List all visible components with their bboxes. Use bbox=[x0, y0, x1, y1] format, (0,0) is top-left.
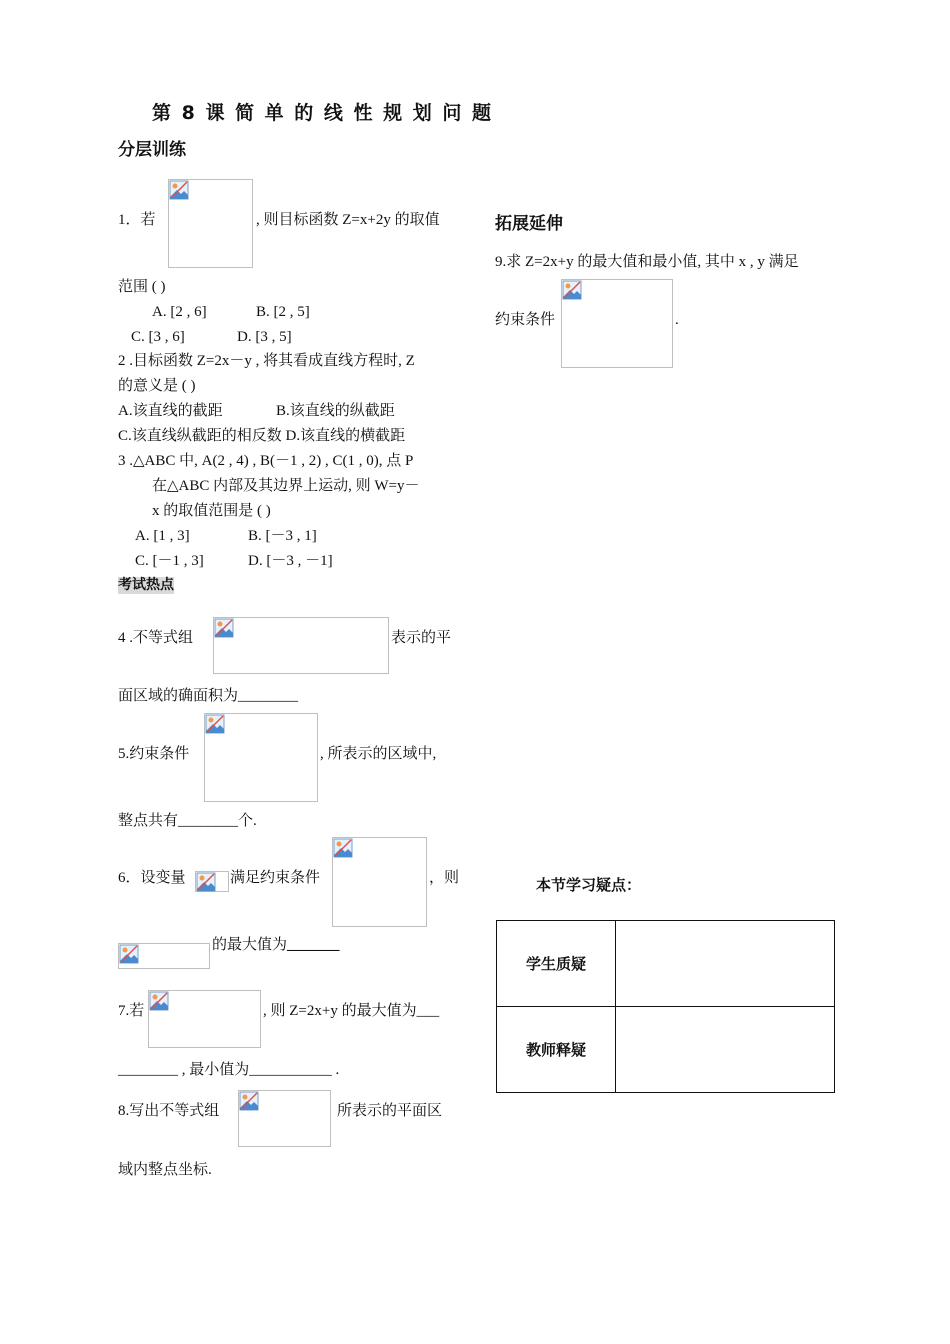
broken-image-icon bbox=[149, 991, 169, 1011]
q6-prefix: 6．设变量 bbox=[118, 870, 186, 886]
q8-formula-image bbox=[238, 1090, 331, 1147]
teacher-answer-cell bbox=[616, 1007, 835, 1093]
q9-suffix: . bbox=[675, 312, 679, 328]
broken-image-icon bbox=[169, 180, 189, 200]
q6-variable-image bbox=[195, 871, 229, 892]
q2-option-b: B.该直线的纵截距 bbox=[276, 403, 395, 419]
q8-line2: 域内整点坐标. bbox=[118, 1162, 212, 1178]
q7-prefix: 7.若 bbox=[118, 1003, 145, 1019]
q6-middle: 满足约束条件 bbox=[230, 870, 321, 886]
q8-prefix: 8.写出不等式组 bbox=[118, 1103, 220, 1119]
broken-image-icon bbox=[214, 618, 234, 638]
broken-image-icon bbox=[119, 944, 139, 964]
q6-line2: 的最大值为_______ bbox=[212, 937, 340, 953]
section-heading-hot: 考试热点 bbox=[118, 577, 174, 593]
student-question-label: 学生质疑 bbox=[497, 921, 616, 1007]
q6-suffix: ，则 bbox=[429, 870, 460, 886]
q3-option-d: D. [－3 , －1] bbox=[248, 553, 333, 569]
broken-image-icon bbox=[205, 714, 225, 734]
q9-prefix: 约束条件 bbox=[495, 312, 556, 328]
q6-objective-image bbox=[118, 943, 210, 969]
q2-line1: 2 .目标函数 Z=2x－y , 将其看成直线方程时, Z bbox=[118, 353, 415, 369]
table-row bbox=[497, 1007, 835, 1093]
q3-line2: 在△ABC 内部及其边界上运动, 则 W=y－ bbox=[152, 478, 420, 494]
student-question-cell bbox=[616, 921, 835, 1007]
q3-option-a: A. [1 , 3] bbox=[135, 528, 190, 544]
broken-image-icon bbox=[196, 872, 216, 892]
q4-prefix: 4 .不等式组 bbox=[118, 630, 194, 646]
q1-option-a: A. [2 , 6] bbox=[152, 304, 207, 320]
q1-formula-image bbox=[168, 179, 253, 268]
q5-suffix: , 所表示的区域中, bbox=[320, 746, 437, 762]
q7-line2: ________ , 最小值为___________ . bbox=[118, 1062, 340, 1078]
q6-constraint-image bbox=[332, 837, 427, 927]
section-heading-training: 分层训练 bbox=[118, 140, 186, 160]
broken-image-icon bbox=[562, 280, 582, 300]
q3-option-b: B. [－3 , 1] bbox=[248, 528, 317, 544]
doubts-heading: 本节学习疑点： bbox=[536, 876, 642, 894]
teacher-answer-label: 教师释疑 bbox=[497, 1007, 616, 1093]
q1-line2: 范围 ( ) bbox=[118, 279, 166, 295]
q1-suffix: , 则目标函数 Z=x+2y 的取值 bbox=[256, 212, 440, 228]
q3-line3: x 的取值范围是 ( ) bbox=[152, 503, 271, 519]
q1-prefix: 1．若 bbox=[118, 212, 156, 228]
q2-option-cd: C.该直线纵截距的相反数 D.该直线的横截距 bbox=[118, 428, 406, 444]
q1-option-b: B. [2 , 5] bbox=[256, 304, 310, 320]
q2-option-a: A.该直线的截距 bbox=[118, 403, 223, 419]
section-heading-extension: 拓展延伸 bbox=[495, 214, 563, 234]
q9-line1: 9.求 Z=2x+y 的最大值和最小值, 其中 x , y 满足 bbox=[495, 254, 799, 270]
table-row bbox=[497, 921, 835, 1007]
q1-option-c: C. [3 , 6] bbox=[131, 329, 185, 345]
q4-suffix: 表示的平 bbox=[391, 630, 452, 646]
q7-formula-image bbox=[148, 990, 261, 1048]
broken-image-icon bbox=[239, 1091, 259, 1111]
q7-suffix: , 则 Z=2x+y 的最大值为___ bbox=[263, 1003, 440, 1019]
q8-suffix: 所表示的平面区 bbox=[337, 1103, 443, 1119]
q5-prefix: 5.约束条件 bbox=[118, 746, 190, 762]
q3-option-c: C. [－1 , 3] bbox=[135, 553, 204, 569]
broken-image-icon bbox=[333, 838, 353, 858]
doubts-table bbox=[496, 920, 835, 1093]
q5-formula-image bbox=[204, 713, 318, 802]
page-title: 第 8 课 简 单 的 线 性 规 划 问 题 bbox=[152, 102, 493, 124]
q2-line2: 的意义是 ( ) bbox=[118, 378, 196, 394]
q1-option-d: D. [3 , 5] bbox=[237, 329, 292, 345]
q3-line1: 3 .△ABC 中, A(2 , 4) , B(－1 , 2) , C(1 , 0), 点 P bbox=[118, 453, 414, 469]
q5-line2: 整点共有________个. bbox=[118, 813, 257, 829]
q9-formula-image bbox=[561, 279, 673, 368]
q4-line2: 面区域的确面积为________ bbox=[118, 688, 299, 704]
q4-formula-image bbox=[213, 617, 389, 674]
